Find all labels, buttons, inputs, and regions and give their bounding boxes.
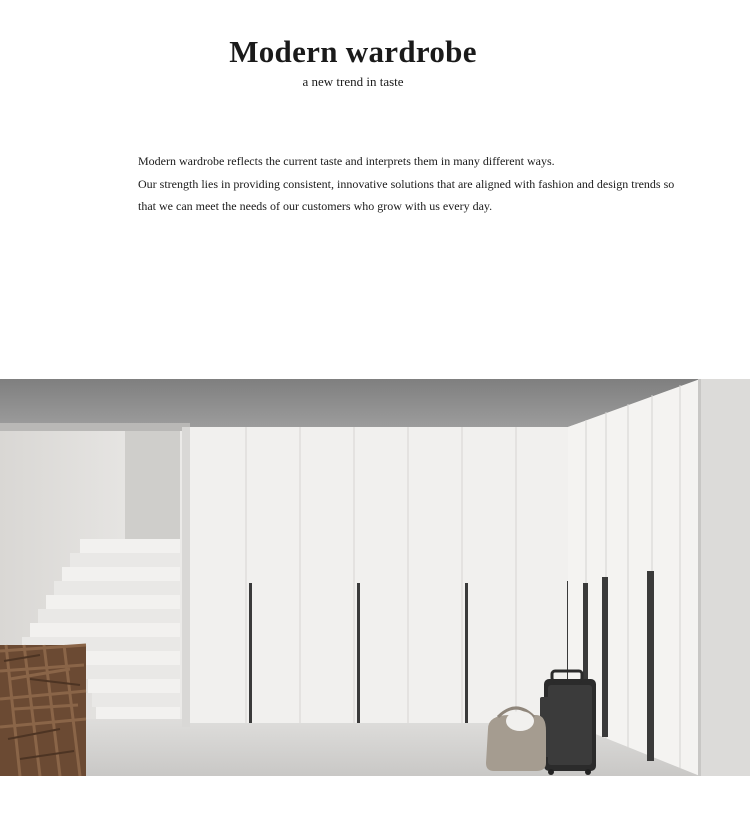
intro-text	[138, 150, 698, 218]
wooden-stool	[0, 645, 86, 776]
page-subtitle: a new trend in taste	[302, 74, 404, 89]
luggage	[540, 671, 596, 775]
handle	[465, 583, 468, 723]
intro-line: Our strength lies in providing consistent, innovative solutions that are aligned with fashion and design trends so	[138, 176, 675, 191]
wardrobe-photo	[0, 379, 750, 776]
handle	[602, 577, 608, 737]
handle	[647, 571, 654, 761]
wardrobe-scene-illustration	[0, 379, 750, 776]
handle	[357, 583, 360, 723]
intro-line: Modern wardrobe reflects the current taste and interprets them in many different ways.	[138, 154, 555, 168]
back-wardrobe	[182, 427, 570, 727]
handle	[249, 583, 252, 723]
page-title: Modern wardrobe	[229, 34, 477, 69]
intro-line: that we can meet the needs of our customers who grow with us every day.	[138, 199, 493, 213]
